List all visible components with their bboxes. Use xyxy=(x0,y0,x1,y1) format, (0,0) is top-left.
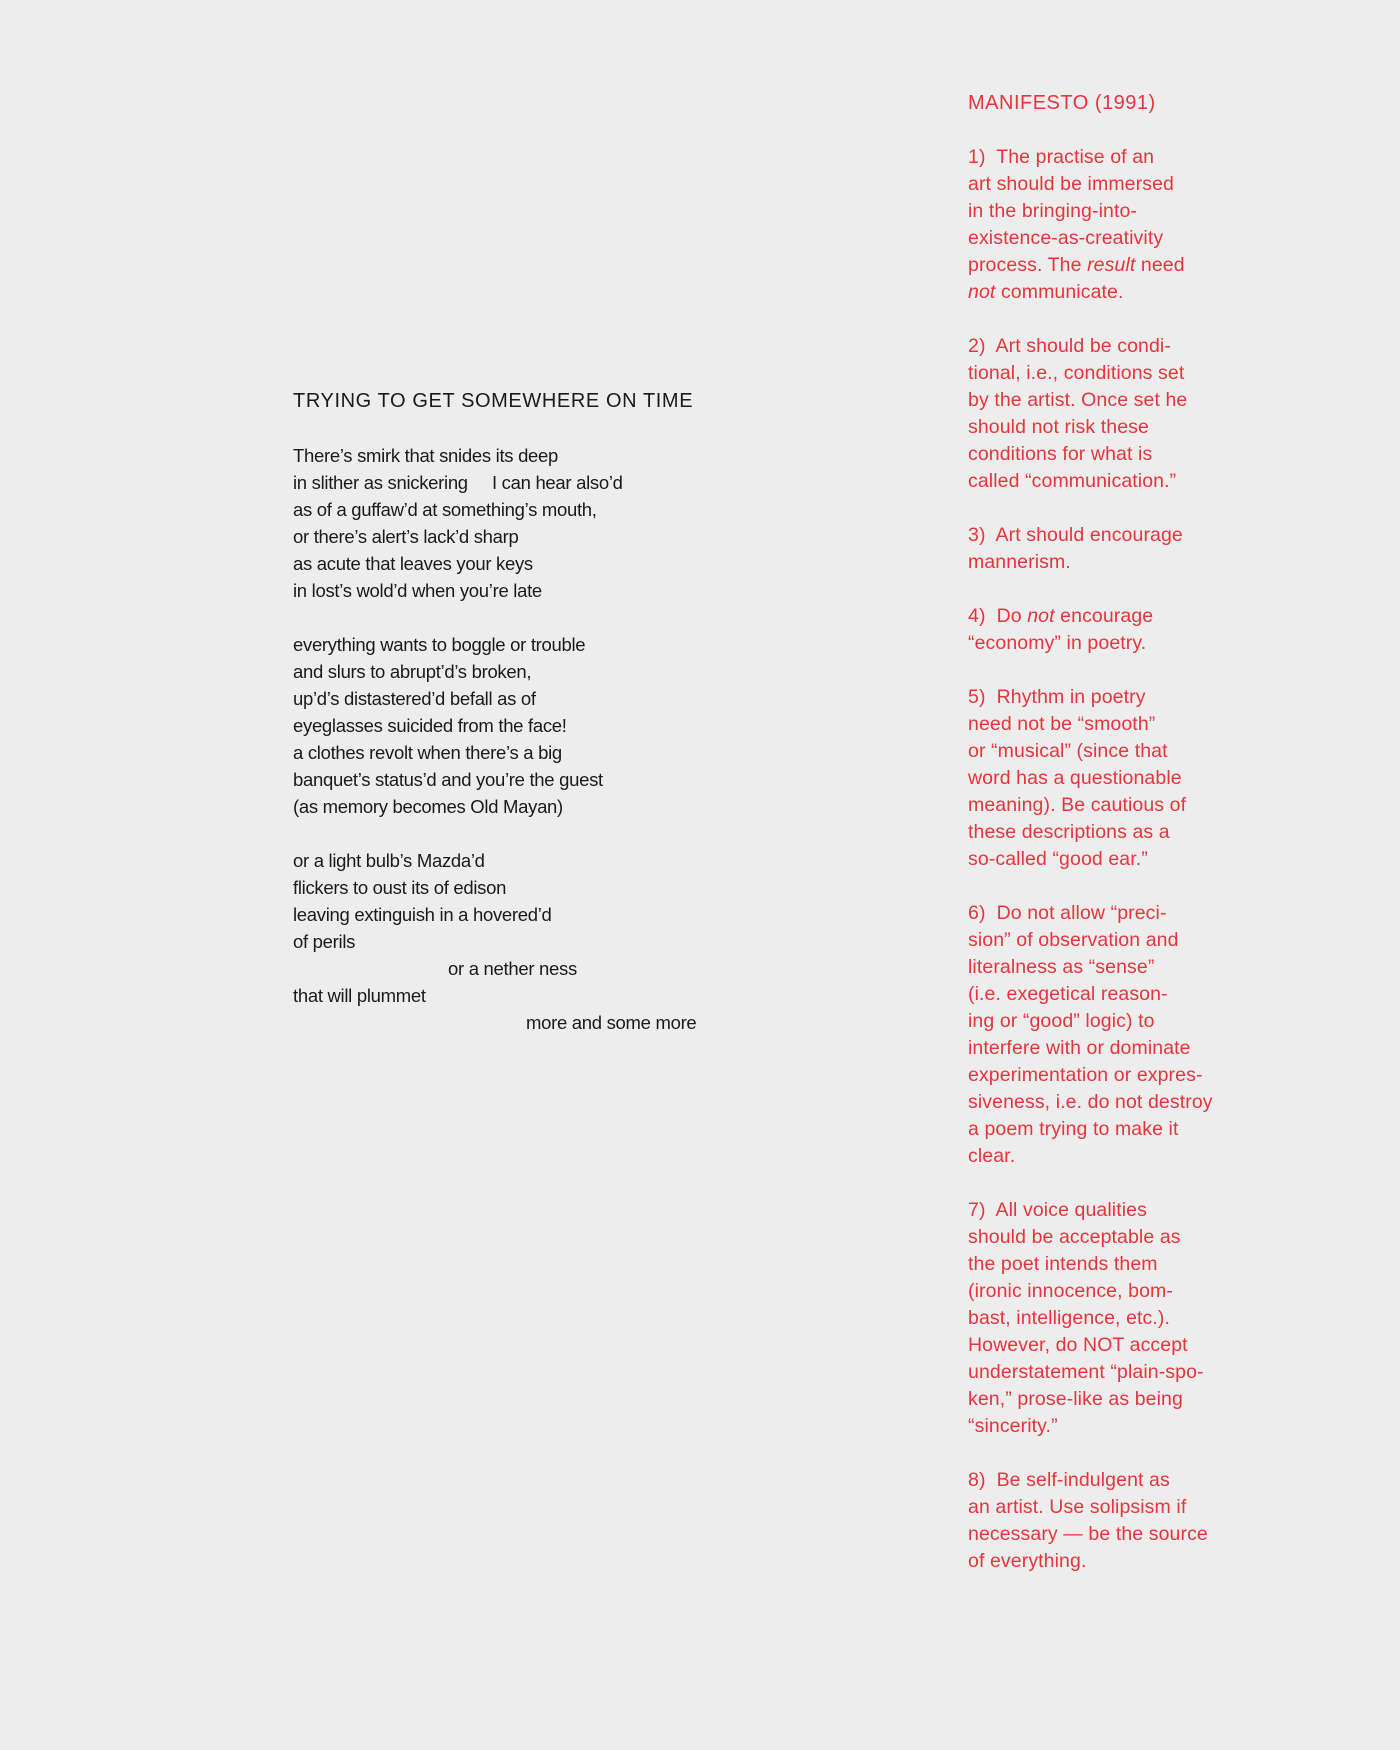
manifesto-line: interfere with or dominate xyxy=(968,1037,1191,1059)
manifesto-line: conditions for what is xyxy=(968,443,1153,465)
manifesto-line: “sincerity.” xyxy=(968,1415,1058,1437)
manifesto-line: understatement “plain-spo- xyxy=(968,1361,1204,1383)
manifesto-line: sion” of observation and xyxy=(968,929,1179,951)
poem-line: of perils xyxy=(293,931,356,952)
manifesto-line: 7) All voice qualities xyxy=(968,1199,1147,1221)
manifesto-title: MANIFESTO (1991) xyxy=(968,92,1156,114)
manifesto-line: 5) Rhythm in poetry xyxy=(968,686,1146,708)
manifesto-line: by the artist. Once set he xyxy=(968,389,1188,411)
manifesto-line: the poet intends them xyxy=(968,1253,1158,1275)
manifesto xyxy=(968,90,1268,1602)
manifesto-line: “economy” in poetry. xyxy=(968,632,1147,654)
manifesto-line: (ironic innocence, bom- xyxy=(968,1280,1173,1302)
poem-line: There’s smirk that snides its deep xyxy=(293,445,559,466)
manifesto-line: 4) Do not encourage xyxy=(968,605,1154,627)
manifesto-line: clear. xyxy=(968,1145,1016,1167)
emphasis-text: not xyxy=(1027,605,1055,627)
poem-stanza xyxy=(293,442,733,604)
poem-stanza xyxy=(293,631,733,820)
manifesto-line: meaning). Be cautious of xyxy=(968,794,1187,816)
poem-line: banquet’s status’d and you’re the guest xyxy=(293,769,603,790)
manifesto-item xyxy=(968,1467,1268,1575)
poem xyxy=(293,388,733,1063)
manifesto-line: so-called “good ear.” xyxy=(968,848,1148,870)
manifesto-item xyxy=(968,144,1268,306)
poem-line: or a nether ness xyxy=(448,958,577,979)
poem-line: in lost’s wold’d when you’re late xyxy=(293,580,542,601)
manifesto-line: experimentation or expres- xyxy=(968,1064,1203,1086)
poem-line: or a light bulb’s Mazda’d xyxy=(293,850,485,871)
poem-line: as acute that leaves your keys xyxy=(293,553,533,574)
manifesto-line: of everything. xyxy=(968,1550,1087,1572)
manifesto-line: literalness as “sense” xyxy=(968,956,1155,978)
poem-line: as of a guffaw’d at something’s mouth, xyxy=(293,499,597,520)
manifesto-line: tional, i.e., conditions set xyxy=(968,362,1185,384)
manifesto-line: existence-as-creativity xyxy=(968,227,1164,249)
manifesto-line: in the bringing-into- xyxy=(968,200,1138,222)
poem-line: up’d’s distastered’d befall as of xyxy=(293,688,536,709)
poem-line: that will plummet xyxy=(293,985,426,1006)
manifesto-line: However, do NOT accept xyxy=(968,1334,1188,1356)
manifesto-item xyxy=(968,900,1268,1170)
poem-line: flickers to oust its of edison xyxy=(293,877,507,898)
manifesto-line: bast, intelligence, etc.). xyxy=(968,1307,1171,1329)
manifesto-line: art should be immersed xyxy=(968,173,1174,195)
emphasis-text: result xyxy=(1087,254,1136,276)
manifesto-item xyxy=(968,1197,1268,1440)
manifesto-item xyxy=(968,684,1268,873)
emphasis-text: not xyxy=(968,281,996,303)
manifesto-line: necessary — be the source xyxy=(968,1523,1208,1545)
manifesto-line: 8) Be self-indulgent as xyxy=(968,1469,1170,1491)
manifesto-line: should be acceptable as xyxy=(968,1226,1181,1248)
manifesto-item xyxy=(968,603,1268,657)
poem-line: in slither as snickering I can hear also’d xyxy=(293,472,623,493)
manifesto-line: word has a questionable xyxy=(968,767,1182,789)
poem-line: eyeglasses suicided from the face! xyxy=(293,715,567,736)
manifesto-line: siveness, i.e. do not destroy xyxy=(968,1091,1213,1113)
manifesto-line: process. The result need xyxy=(968,254,1185,276)
poem-body xyxy=(293,442,733,1036)
manifesto-line: mannerism. xyxy=(968,551,1071,573)
manifesto-line: 6) Do not allow “preci- xyxy=(968,902,1167,924)
manifesto-line: ing or “good” logic) to xyxy=(968,1010,1155,1032)
manifesto-item xyxy=(968,333,1268,495)
manifesto-line: should not risk these xyxy=(968,416,1149,438)
manifesto-line: called “communication.” xyxy=(968,470,1177,492)
poem-title: TRYING TO GET SOMEWHERE ON TIME xyxy=(293,390,694,412)
manifesto-line: these descriptions as a xyxy=(968,821,1170,843)
manifesto-line: ken,” prose-like as being xyxy=(968,1388,1183,1410)
manifesto-item xyxy=(968,522,1268,576)
manifesto-line: 1) The practise of an xyxy=(968,146,1155,168)
poem-line: or there’s alert’s lack’d sharp xyxy=(293,526,519,547)
poem-line: (as memory becomes Old Mayan) xyxy=(293,796,563,817)
manifesto-line: 2) Art should be condi- xyxy=(968,335,1171,357)
poem-line: leaving extinguish in a hovered’d xyxy=(293,904,552,925)
manifesto-line: an artist. Use solipsism if xyxy=(968,1496,1187,1518)
manifesto-body xyxy=(968,144,1268,1575)
poem-line: and slurs to abrupt’d’s broken, xyxy=(293,661,532,682)
poem-line: a clothes revolt when there’s a big xyxy=(293,742,562,763)
poem-stanza xyxy=(293,847,733,1036)
manifesto-line: or “musical” (since that xyxy=(968,740,1168,762)
poem-line: everything wants to boggle or trouble xyxy=(293,634,586,655)
manifesto-line: a poem trying to make it xyxy=(968,1118,1179,1140)
manifesto-line: not communicate. xyxy=(968,281,1124,303)
manifesto-line: need not be “smooth” xyxy=(968,713,1156,735)
manifesto-line: 3) Art should encourage xyxy=(968,524,1183,546)
manifesto-line: (i.e. exegetical reason- xyxy=(968,983,1168,1005)
poem-line: more and some more xyxy=(526,1012,697,1033)
